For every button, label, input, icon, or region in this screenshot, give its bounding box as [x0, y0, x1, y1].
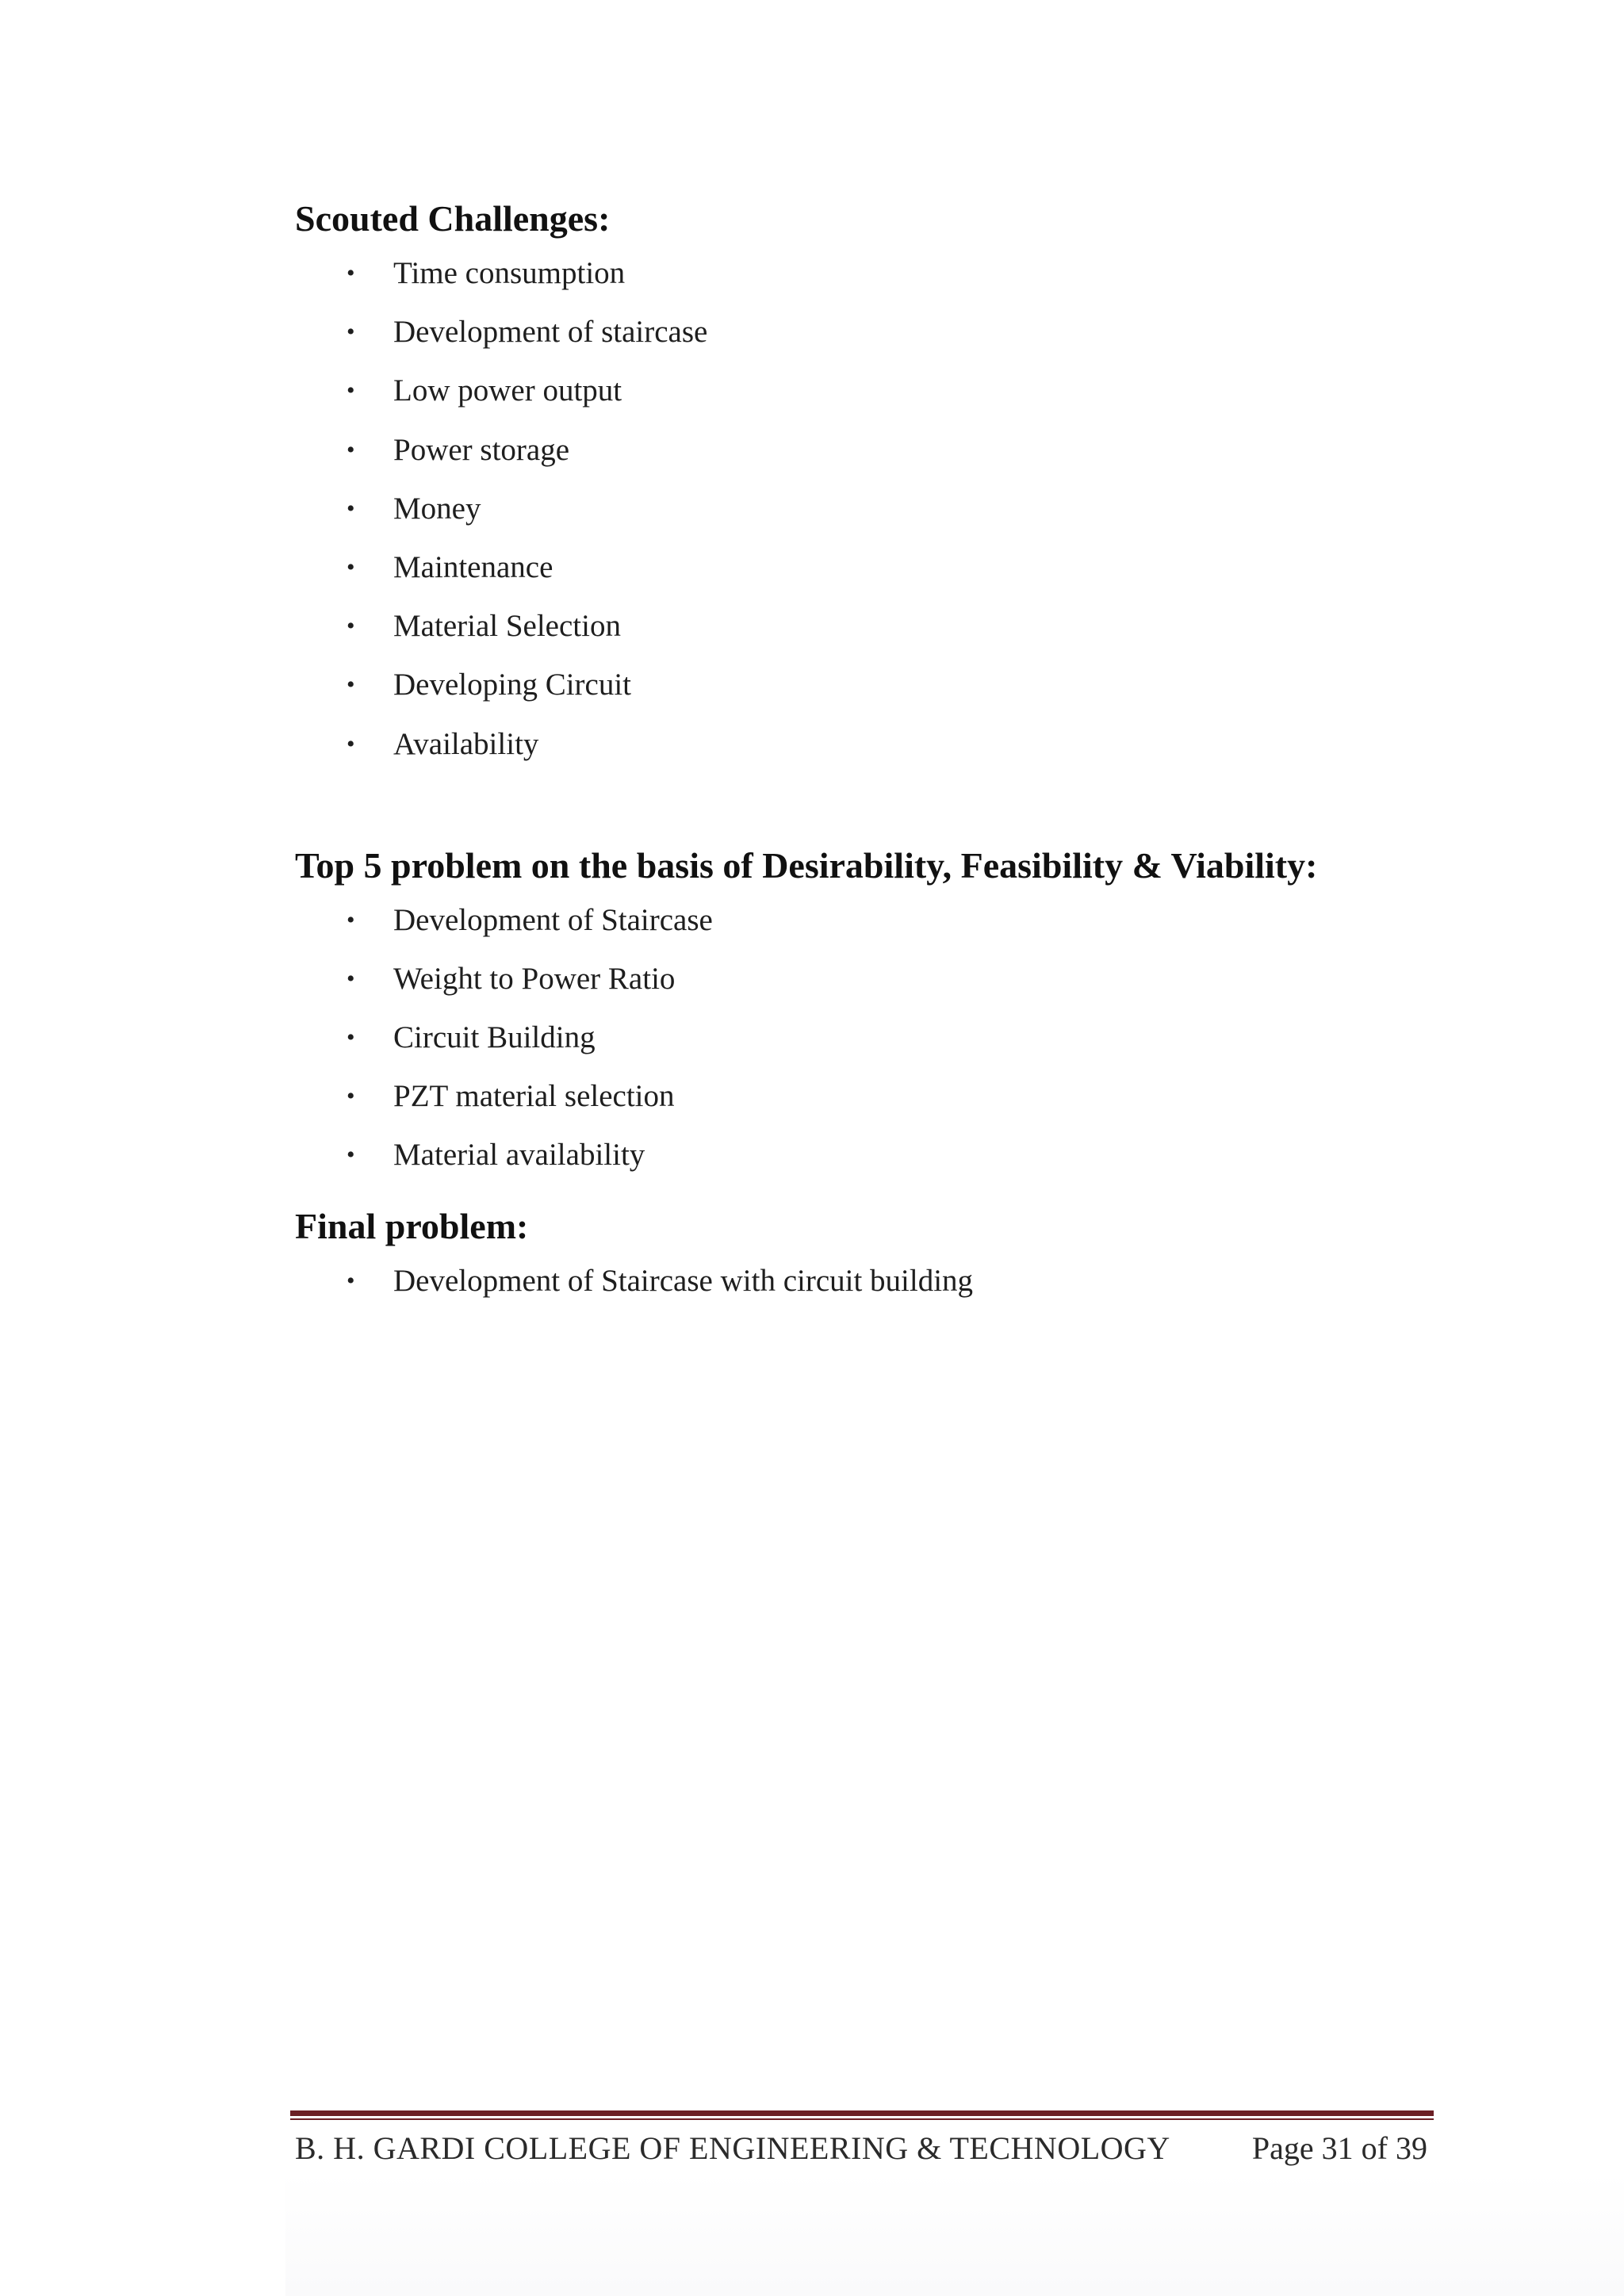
bullet-icon: •: [347, 436, 355, 463]
bullet-icon: •: [347, 495, 355, 522]
footer-college-name: B. H. GARDI COLLEGE OF ENGINEERING & TECHNOLOGY: [295, 2130, 1170, 2166]
bullet-icon: •: [347, 965, 355, 992]
list-item-text: PZT material selection: [393, 1079, 675, 1114]
bullet-icon: •: [347, 672, 355, 698]
section-heading: Top 5 problem on the basis of Desirability, Feasibility & Viability:: [295, 844, 1318, 886]
list-item-text: Development of Staircase with circuit building: [393, 1263, 974, 1298]
list-item: [295, 421, 1437, 480]
list-item-text: Circuit Building: [393, 1020, 596, 1055]
bullet-icon: •: [347, 319, 355, 346]
bullet-icon: •: [347, 1142, 355, 1169]
page-footer: [295, 2125, 1431, 2172]
bullet-list: [295, 1252, 1437, 1311]
list-item-text: Maintenance: [393, 549, 553, 584]
footer-rule-thick: [290, 2110, 1434, 2116]
section-heading: Scouted Challenges:: [295, 198, 611, 239]
footer-rule-thin: [290, 2118, 1434, 2120]
section-top-5-problems: [295, 840, 1437, 1185]
list-item-text: Power storage: [393, 432, 570, 467]
bullet-icon: •: [347, 377, 355, 404]
bullet-icon: •: [347, 906, 355, 933]
list-item: [295, 480, 1437, 538]
bullet-icon: •: [347, 1083, 355, 1110]
list-item-text: Developing Circuit: [393, 668, 632, 702]
bullet-icon: •: [347, 553, 355, 580]
bullet-list: [295, 891, 1437, 1185]
list-item-text: Money: [393, 491, 481, 526]
list-item-text: Weight to Power Ratio: [393, 961, 676, 996]
list-item-text: Availability: [393, 726, 539, 761]
list-item: [295, 1252, 1437, 1311]
bullet-icon: •: [347, 613, 355, 640]
list-item: [295, 950, 1437, 1008]
list-item: [295, 715, 1437, 774]
section-heading: Final problem:: [295, 1205, 529, 1246]
list-item: [295, 303, 1437, 362]
bullet-icon: •: [347, 730, 355, 757]
bullet-icon: •: [347, 1267, 355, 1294]
list-item: [295, 244, 1437, 303]
list-item: [295, 656, 1437, 714]
list-item-text: Material availability: [393, 1138, 645, 1173]
bullet-icon: •: [347, 1024, 355, 1051]
list-item: [295, 362, 1437, 420]
list-item: [295, 538, 1437, 597]
bullet-list: [295, 244, 1437, 774]
section-scouted-challenges: [295, 193, 1437, 774]
page-content: [295, 193, 1437, 1311]
section-final-problem: [295, 1201, 1437, 1311]
list-item-text: Low power output: [393, 373, 622, 408]
list-item: [295, 1008, 1437, 1067]
page-bottom-shade: [285, 2172, 1624, 2296]
list-item: [295, 597, 1437, 656]
list-item-text: Development of staircase: [393, 315, 708, 350]
list-item: [295, 1067, 1437, 1126]
list-item: [295, 891, 1437, 950]
list-item-text: Material Selection: [393, 609, 621, 644]
list-item: [295, 1126, 1437, 1184]
bullet-icon: •: [347, 260, 355, 286]
list-item-text: Development of Staircase: [393, 902, 713, 937]
list-item-text: Time consumption: [393, 256, 626, 290]
footer-page-number: Page 31 of 39: [1251, 2130, 1427, 2166]
